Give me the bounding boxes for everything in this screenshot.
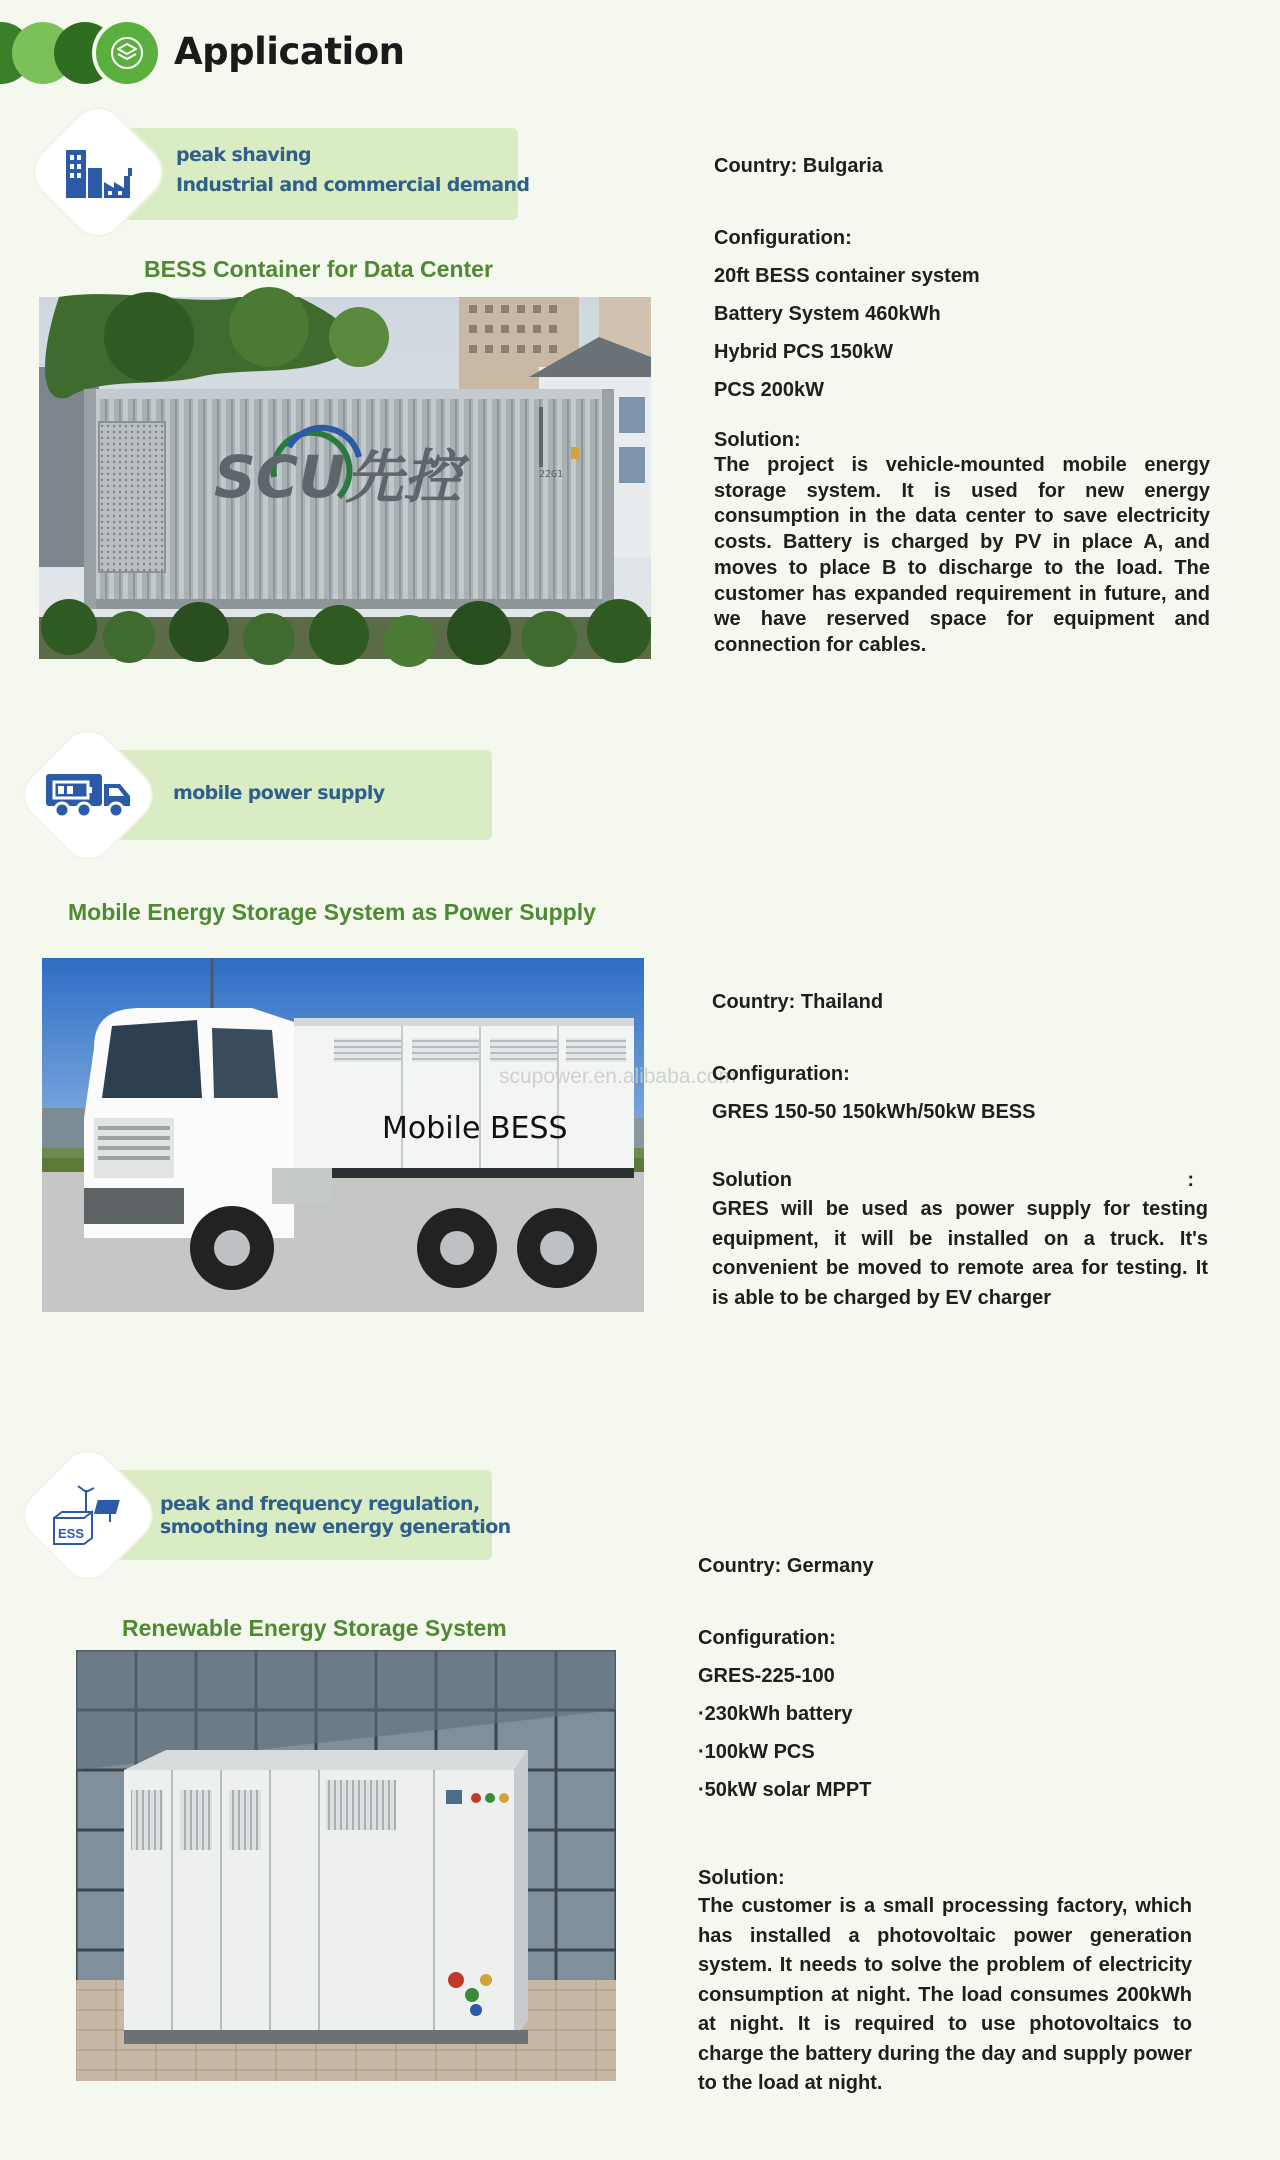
project-info [712, 983, 1208, 1313]
photo-overlay-text: Mobile BESS [382, 1111, 568, 1146]
tag-line-2: Industrial and commercial demand [176, 174, 530, 196]
section-title: BESS Container for Data Center [144, 256, 493, 282]
ess-renewable-icon [48, 1484, 132, 1548]
solution-colon: : [1187, 1169, 1194, 1191]
solution-text: The customer is a small processing factory, which has installed a photovoltaic power generation system. It needs to solve the problem of electricity consumption at night. The load consumes 200kWh at night. It is required to use photovoltaics to charge the battery during the day and supply power to the load at night. [698, 1895, 1192, 2094]
config-item: ·50kW solar MPPT [698, 1779, 872, 1801]
configuration-label: Configuration: [712, 1063, 850, 1085]
config-item: Battery System 460kWh [714, 303, 941, 325]
renewable-ess-photo [76, 1650, 616, 2081]
tag-line-1: peak shaving [176, 144, 312, 166]
page-title: Application [174, 30, 405, 73]
country-label: Country: [698, 1555, 782, 1577]
config-item: GRES 150-50 150kWh/50kW BESS [712, 1101, 1036, 1123]
solution-heading-row [712, 1165, 1194, 1195]
country-row [712, 983, 1208, 1021]
config-item: ·100kW PCS [698, 1741, 815, 1763]
section-title: Renewable Energy Storage System [122, 1615, 507, 1641]
country-value: Bulgaria [802, 155, 883, 177]
config-item: ·230kWh battery [698, 1703, 853, 1725]
country-value: Thailand [800, 991, 884, 1013]
mobile-bess-truck-photo [42, 958, 736, 1312]
configuration-label: Configuration: [714, 227, 852, 249]
factory-icon [62, 146, 138, 202]
country-row [698, 1547, 1192, 1585]
solution-text: The project is vehicle-mounted mobile energy storage system. It is used for new energy consumption in the data center to save electricity costs. Battery is charged by PV in place A, and moves to place B to discharge to the load. The customer has expanded requirement in future, and we have reserved space for equipment and connection for cables. [714, 454, 1210, 656]
config-item: Hybrid PCS 150kW [714, 341, 893, 363]
bess-container-photo [39, 297, 651, 659]
battery-truck-icon [42, 768, 136, 820]
config-item: GRES-225-100 [698, 1665, 835, 1687]
country-value: Germany [786, 1555, 874, 1577]
layers-icon [110, 36, 144, 70]
config-item: 20ft BESS container system [714, 265, 980, 287]
solution-text: GRES will be used as power supply for testing equipment, it will be installed on a truck. It's convenient be moved to remote area for testing. It is able to be charged by EV charger [712, 1198, 1208, 1309]
container-logo-text: SCU先控 [214, 443, 462, 511]
section-title: Mobile Energy Storage System as Power Supply [68, 899, 596, 925]
watermark-text: scupower.en.alibaba.com [499, 1065, 736, 1088]
country-row [714, 147, 1210, 185]
solution-label: Solution: [714, 429, 801, 451]
container-side-marks: 22G1 [539, 469, 564, 480]
project-info [698, 1547, 1192, 2099]
country-label: Country: [714, 155, 798, 177]
project-info [714, 147, 1210, 659]
config-item: PCS 200kW [714, 379, 825, 401]
ess-icon-label: ESS [58, 1526, 85, 1541]
country-label: Country: [712, 991, 796, 1013]
tag-line-1: peak and frequency regulation, [160, 1493, 480, 1515]
configuration-label: Configuration: [698, 1627, 836, 1649]
tag-line-2: smoothing new energy generation [160, 1516, 511, 1538]
solution-label: Solution: [698, 1867, 785, 1889]
tag-line-1: mobile power supply [173, 782, 385, 804]
solution-label: Solution [712, 1169, 792, 1191]
